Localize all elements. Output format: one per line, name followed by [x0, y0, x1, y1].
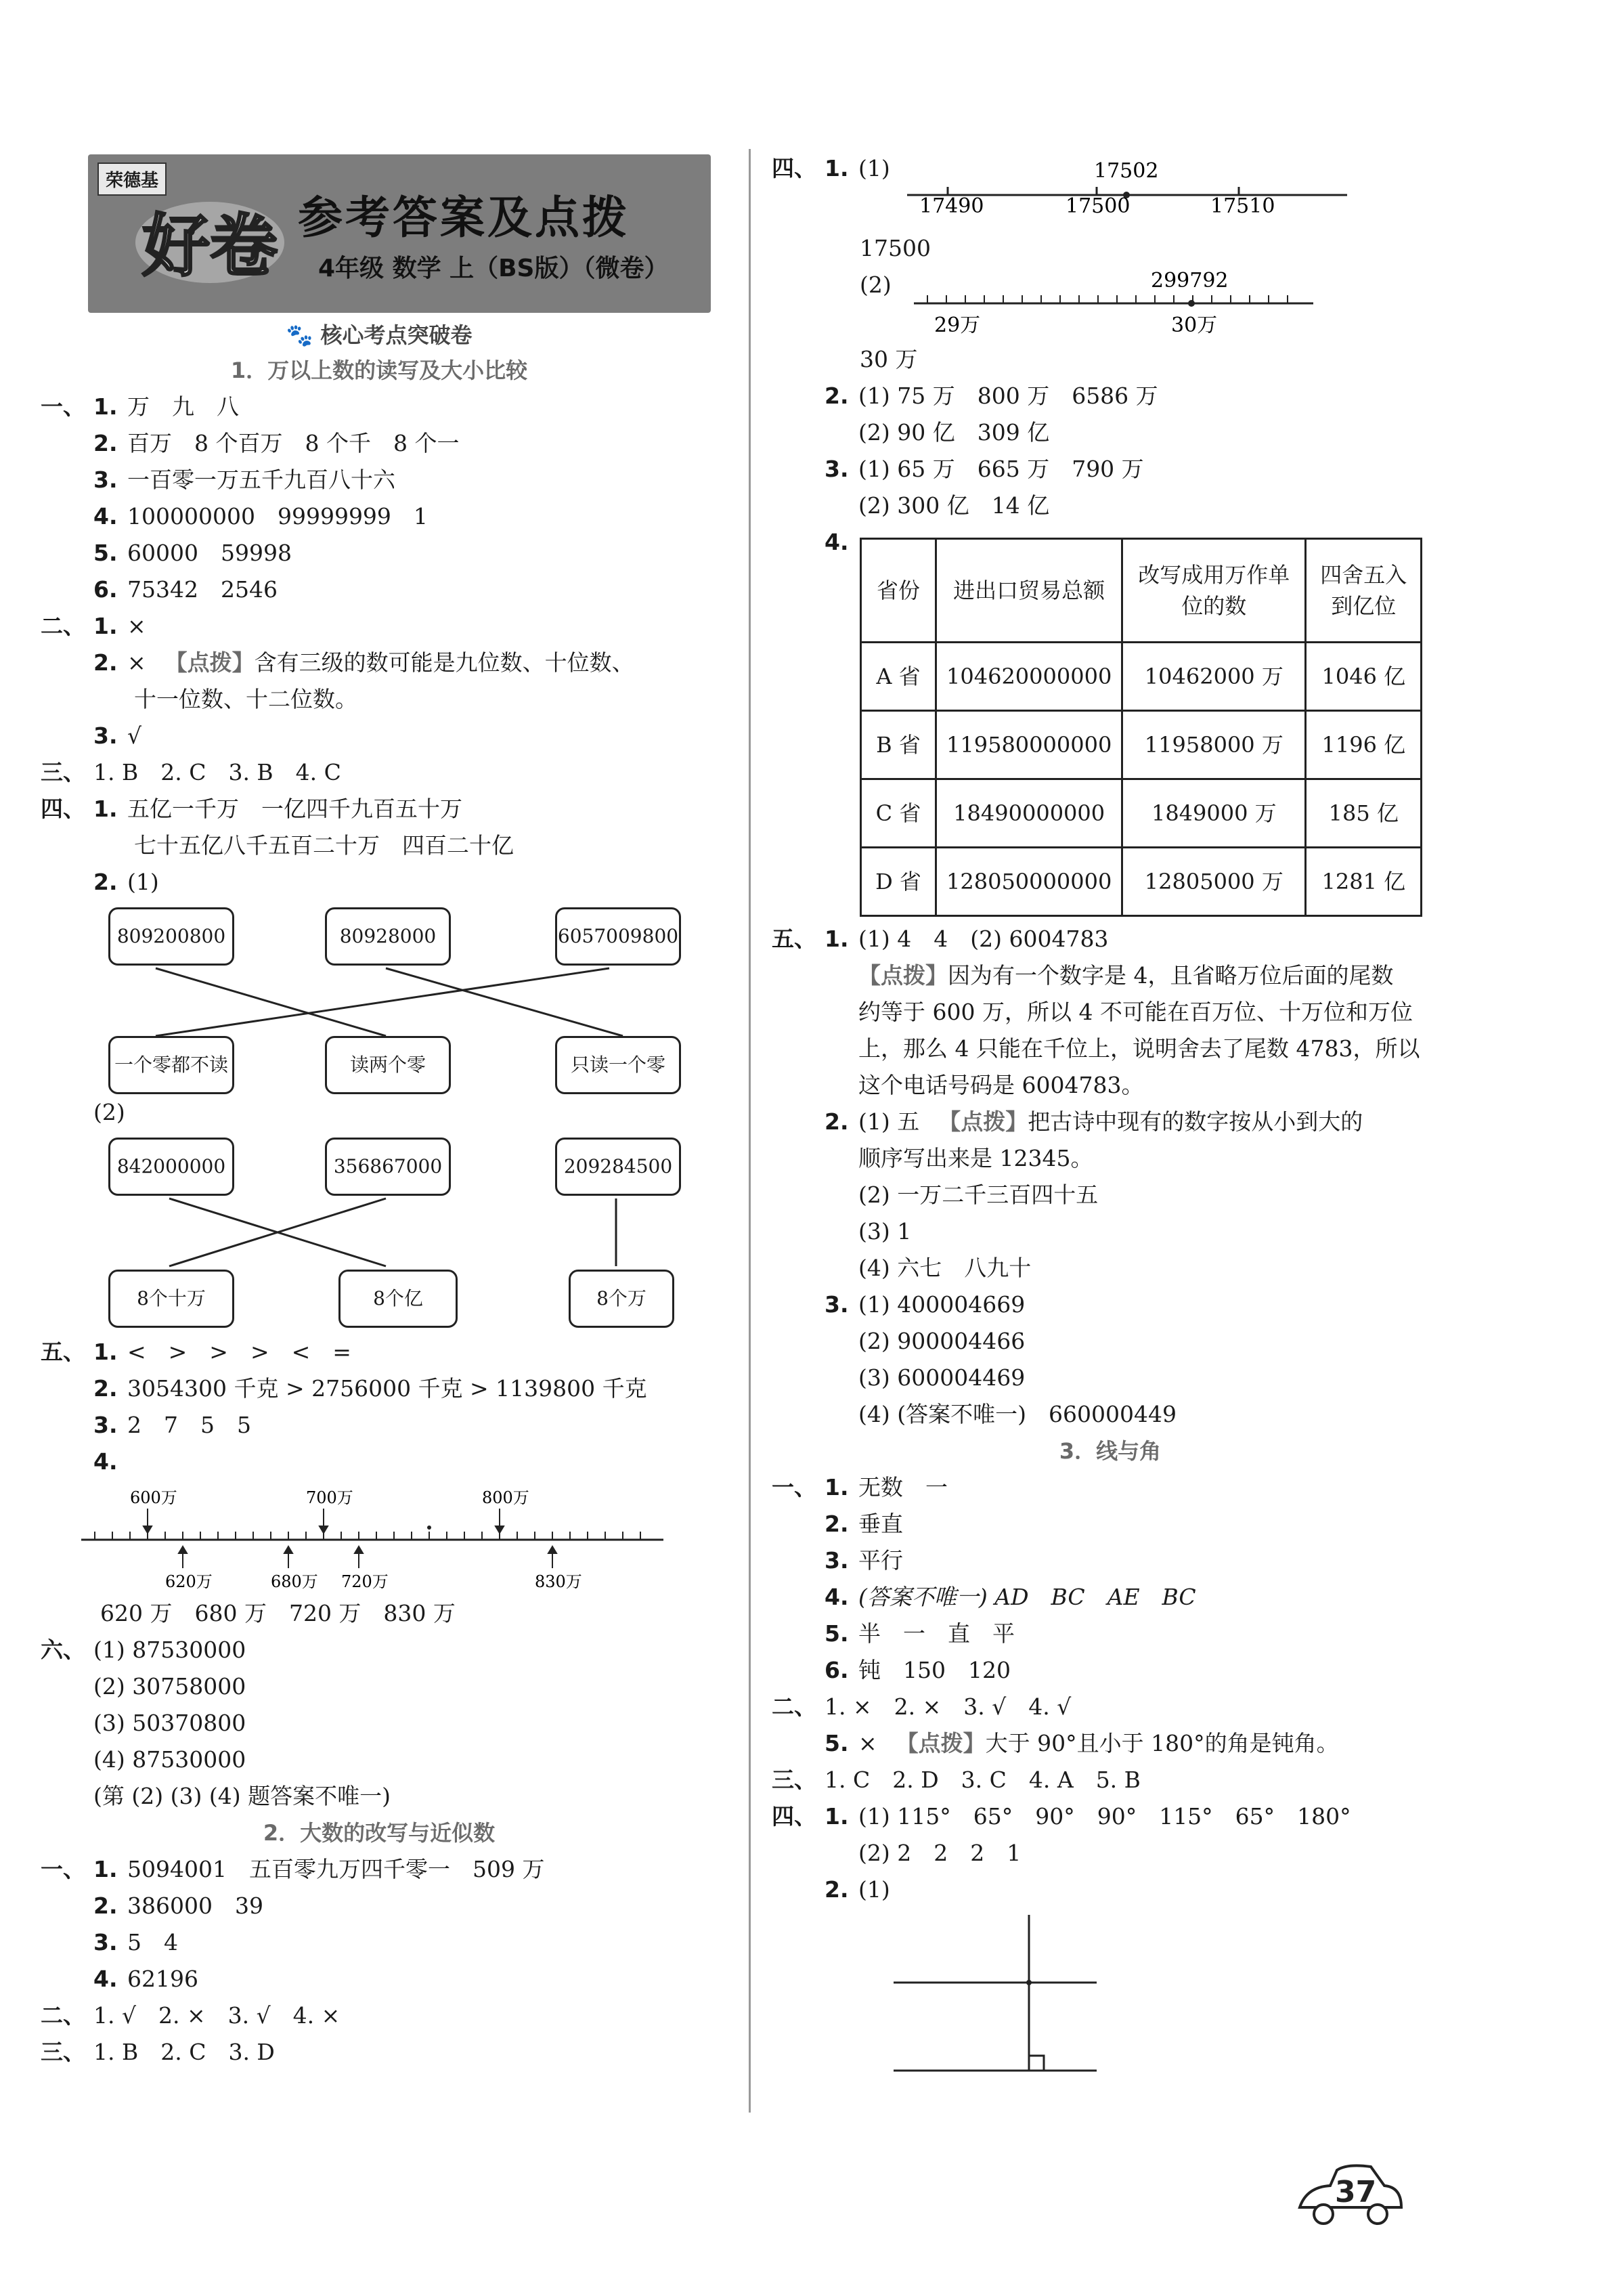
perpendicular-figure: [894, 1908, 1232, 2077]
left-column: [41, 318, 718, 2071]
paw-icon: 🐾: [286, 322, 321, 348]
number-line-graphic: [772, 267, 1381, 341]
number-line-labels: [772, 192, 1381, 233]
reading-box: 读两个零: [325, 1036, 451, 1094]
tick-label: 830万: [535, 1572, 582, 1591]
page-title: 参考答案及点拨: [298, 192, 630, 244]
answer-line: (4) (答案不唯一) 660000449: [858, 1401, 1177, 1427]
tip-label: 【点拨】: [938, 1108, 1028, 1135]
page-subtitle: 4年级 数学 上（BS版）（微卷）: [318, 255, 669, 282]
answer-line: 3. 一百零一万五千九百八十六: [93, 467, 395, 493]
reading-box: 一个零都不读: [108, 1036, 234, 1094]
answer-line: (2) 一万二千三百四十五: [858, 1182, 1099, 1208]
answer-line: 三、 1. B 2. C 3. D: [41, 2039, 275, 2065]
answer-line: 2. 垂直: [825, 1511, 903, 1537]
answer-line: 5. 半 一 直 平: [825, 1620, 1015, 1647]
tick-label: 620万: [165, 1572, 213, 1591]
table-cell: 11958000 万: [1122, 711, 1306, 779]
answer-line: 2. (1) 75 万 800 万 6586 万: [825, 383, 1158, 409]
answer-line: 【点拨】因为有一个数字是 4，且省略万位后面的尾数: [858, 962, 1394, 989]
trade-table: [860, 538, 1422, 917]
answer-line: (2): [860, 272, 892, 298]
answer-line: (2) 900004466: [858, 1328, 1026, 1354]
answer-line: 3. 2 7 5 5: [93, 1412, 251, 1438]
answer-line: 3. 平行: [825, 1547, 903, 1574]
answer-line: 这个电话号码是 6004783。: [858, 1072, 1144, 1098]
logo-icon: [129, 188, 291, 290]
column-divider: [749, 149, 751, 2113]
answer-line: 六、 (1) 87530000: [41, 1637, 246, 1663]
core-title: 🐾 核心考点突破卷: [286, 322, 473, 348]
place-box: 8个万: [569, 1270, 674, 1328]
table-row: [861, 711, 1422, 779]
tick-label: 17490: [919, 194, 984, 218]
answer-line: 一、 1. 5094001 五百零九万四千零一 509 万: [41, 1856, 545, 1882]
answer-line: 4. (答案不唯一) AD BC AE BC: [825, 1584, 1196, 1610]
matching-diagram-2: [81, 1131, 704, 1334]
table-cell: 18490000000: [936, 779, 1122, 848]
answer-line: 3. 5 4: [93, 1929, 178, 1955]
table-cell: D 省: [861, 848, 936, 916]
number-line-30wan: [772, 269, 1449, 341]
answer-line: 一、 1. 万 九 八: [41, 393, 239, 420]
answer-line: 2. (1) 五 【点拨】把古诗中现有的数字按从小到大的: [825, 1108, 1363, 1135]
tip-label: 【点拨】: [164, 649, 255, 676]
answer-line: 5. 60000 59998: [93, 540, 292, 566]
answer-line: 2. (1): [93, 869, 159, 895]
answer-line: 三、 1. B 2. C 3. B 4. C: [41, 759, 341, 785]
answer-line: 二、 1. √ 2. × 3. √ 4. ×: [41, 2002, 341, 2029]
number-box: 209284500: [555, 1138, 681, 1196]
tick-label: 800万: [482, 1488, 529, 1507]
table-cell: 10462000 万: [1122, 643, 1306, 711]
table-header: 省份: [861, 539, 936, 643]
section-title-2: 2．大数的改写与近似数: [263, 1820, 496, 1846]
answer-line: 620 万 680 万 720 万 830 万: [100, 1600, 456, 1626]
answer-line: 二、 1. × 2. × 3. √ 4. √: [772, 1693, 1072, 1720]
table-cell: 1046 亿: [1306, 643, 1422, 711]
answer-line: 二、 1. ×: [41, 613, 146, 639]
table-cell: 12805000 万: [1122, 848, 1306, 916]
page-number-badge: [1293, 2160, 1408, 2234]
number-box: 809200800: [108, 907, 234, 966]
tick-label: 29万: [934, 313, 981, 337]
answer-line: 30 万: [860, 346, 918, 372]
right-column: [772, 150, 1449, 2080]
table-cell: 119580000000: [936, 711, 1122, 779]
table-cell: 1196 亿: [1306, 711, 1422, 779]
table-header: 四舍五入到亿位: [1306, 539, 1422, 643]
answer-line: 5. × 【点拨】大于 90°且小于 180°的角是钝角。: [825, 1730, 1339, 1756]
table-cell: 1849000 万: [1122, 779, 1306, 848]
answer-line: 上，那么 4 只能在千位上，说明舍去了尾数 4783，所以: [858, 1035, 1420, 1062]
place-box: 8个亿: [338, 1270, 458, 1328]
answer-line: 十一位数、十二位数。: [134, 686, 357, 712]
answer-line: 4.: [825, 529, 849, 555]
header-banner: [88, 154, 711, 313]
answer-line: 6. 75342 2546: [93, 576, 278, 603]
number-line-graphic: [68, 1480, 677, 1595]
answer-line: 四、 1. (1): [772, 155, 890, 181]
tip-label: 【点拨】: [896, 1730, 986, 1756]
matching-diagram-1: [81, 901, 704, 1097]
answer-line: 4. 100000000 99999999 1: [93, 503, 428, 529]
answer-line: 3. (1) 400004669: [825, 1291, 1026, 1318]
table-row: [861, 779, 1422, 848]
answer-line: 四、 1. (1) 115° 65° 90° 90° 115° 65° 180°: [772, 1803, 1351, 1830]
answer-line: 三、 1. C 2. D 3. C 4. A 5. B: [772, 1767, 1141, 1793]
table-header: 进出口贸易总额: [936, 539, 1122, 643]
table-header: 改写成用万作单位的数: [1122, 539, 1306, 643]
number-box: 356867000: [325, 1138, 451, 1196]
tip-label: 【点拨】: [858, 962, 948, 989]
tick-label: 299792: [1151, 269, 1229, 293]
answer-line: 一、 1. 无数 一: [772, 1474, 948, 1500]
number-box: 842000000: [108, 1138, 234, 1196]
answer-line: 四、 1. 五亿一千万 一亿四千九百五十万: [41, 796, 462, 822]
tick-label: 680万: [271, 1572, 318, 1591]
table-cell: 185 亿: [1306, 779, 1422, 848]
answer-line: (3) 50370800: [93, 1710, 246, 1736]
answer-line: 顺序写出来是 12345。: [858, 1145, 1093, 1171]
brand-label: 荣德基: [97, 163, 167, 196]
answer-line: 3. (1) 65 万 665 万 790 万: [825, 456, 1144, 482]
answer-line: (3) 1: [858, 1218, 912, 1245]
table-cell: 1281 亿: [1306, 848, 1422, 916]
answer-line: (4) 六七 八九十: [858, 1255, 1032, 1281]
answer-line: 4.: [93, 1448, 118, 1475]
table-cell: A 省: [861, 643, 936, 711]
table-cell: 104620000000: [936, 643, 1122, 711]
number-box: 6057009800: [555, 907, 681, 966]
answer-line: 2. 3054300 千克 > 2756000 千克 > 1139800 千克: [93, 1375, 647, 1402]
tick-label: 30万: [1171, 313, 1218, 337]
answer-line: 五、 1. (1) 4 4 (2) 6004783: [772, 926, 1109, 952]
answer-line: (2): [93, 1099, 125, 1125]
answer-line: 2. (1): [825, 1876, 890, 1903]
answer-line: 3. √: [93, 722, 142, 749]
reading-box: 只读一个零: [555, 1036, 681, 1094]
answer-line: 17500: [860, 235, 931, 261]
answer-line: 2. 386000 39: [93, 1893, 263, 1919]
answer-line: 2. 百万 8 个百万 8 个千 8 个一: [93, 430, 460, 456]
tick-label: 17502: [1094, 159, 1159, 183]
table-cell: 128050000000: [936, 848, 1122, 916]
answer-line: (3) 600004469: [858, 1364, 1026, 1391]
car-icon: [1293, 2160, 1408, 2234]
answer-line: (4) 87530000: [93, 1746, 246, 1773]
answer-line: 约等于 600 万，所以 4 不可能在百万位、十万位和万位: [858, 999, 1413, 1025]
answer-line: (2) 90 亿 309 亿: [858, 419, 1050, 446]
page-number: 37: [1335, 2175, 1377, 2209]
answer-line: 五、 1. < > > > < =: [41, 1339, 351, 1365]
section-title-3: 3．线与角: [1059, 1438, 1162, 1464]
answer-line: (第 (2) (3) (4) 题答案不唯一): [93, 1783, 391, 1809]
answer-line: 4. 62196: [93, 1966, 198, 1992]
tick-label: 720万: [341, 1572, 389, 1591]
logo-text: 好卷: [142, 207, 278, 286]
answer-line: (2) 30758000: [93, 1673, 246, 1700]
tick-label: 700万: [306, 1488, 353, 1507]
answer-line: 七十五亿八千五百二十万 四百二十亿: [134, 832, 514, 859]
number-line-1: [68, 1480, 718, 1595]
section-title-1: 1．万以上数的读写及大小比较: [230, 358, 528, 383]
table-row: [861, 848, 1422, 916]
table-cell: B 省: [861, 711, 936, 779]
table-cell: C 省: [861, 779, 936, 848]
tick-label: 17500: [1066, 194, 1131, 218]
table-row: [861, 643, 1422, 711]
answer-line: 2. × 【点拨】含有三级的数可能是九位数、十位数、: [93, 649, 634, 676]
number-box: 80928000: [325, 907, 451, 966]
place-box: 8个十万: [108, 1270, 234, 1328]
answer-line: (2) 300 亿 14 亿: [858, 492, 1050, 519]
tick-label: 17510: [1210, 194, 1275, 218]
answer-line: 6. 钝 150 120: [825, 1657, 1011, 1683]
answer-line: (2) 2 2 2 1: [858, 1840, 1022, 1866]
tick-label: 600万: [130, 1488, 177, 1507]
